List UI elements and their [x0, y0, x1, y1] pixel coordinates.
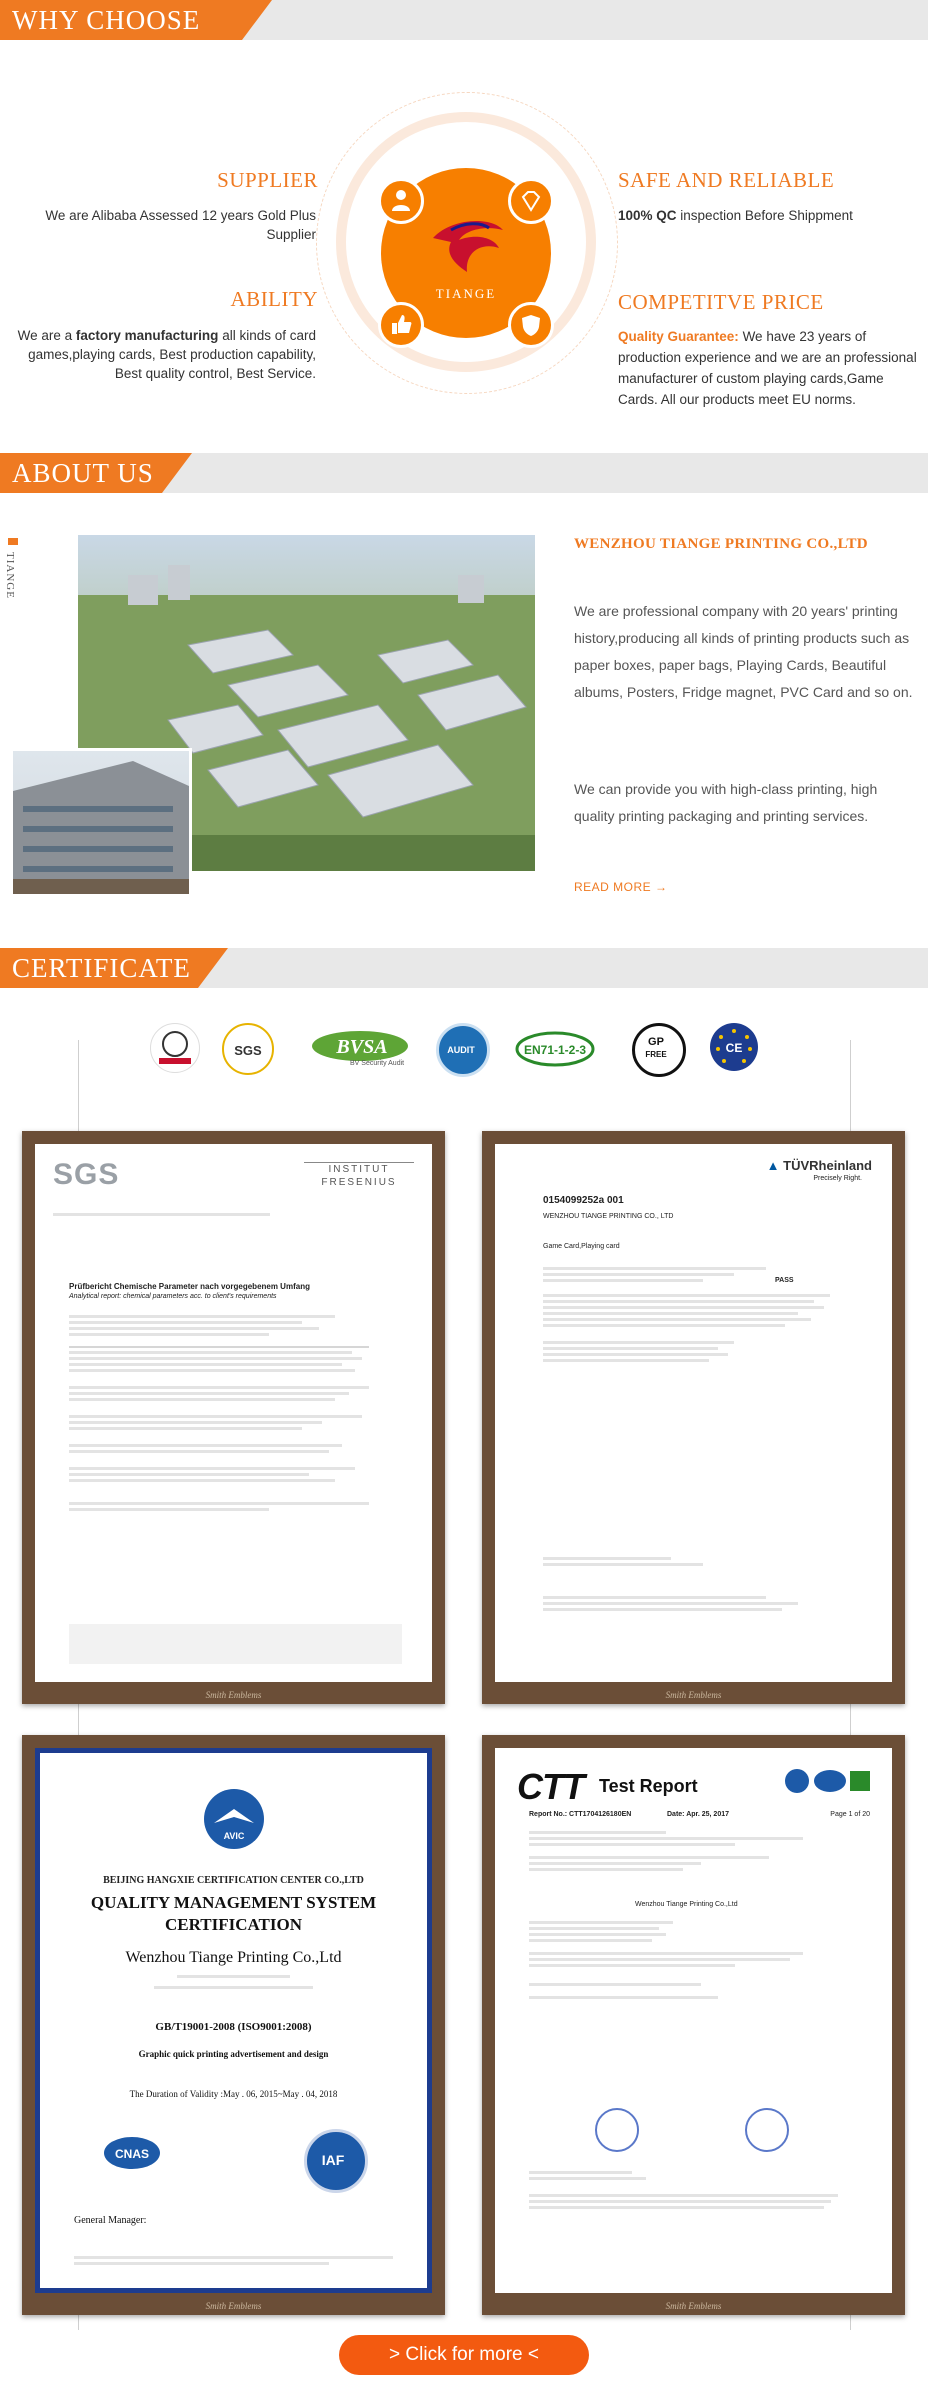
why-choose-title: WHY CHOOSE US? — [0, 0, 242, 40]
ctt-seal-left-icon — [595, 2108, 639, 2152]
fresenius-brand: INSTITUT FRESENIUS — [304, 1162, 414, 1189]
iso-certificate[interactable]: AVIC BEIJING HANGXIE CERTIFICATION CENTER CO.,LTD QUALITY MANAGEMENT SYSTEM CERTIFICATION Wenzhou Tiange Printing Co.,Ltd GB/T19001-2008 (ISO9001:2008) Graphic quick printing advertisement and design The Duration of Validity :May . 06, 2015~May . 04, 2018 CNAS IAF General Manager: Smith Emblems — [22, 1735, 445, 2315]
tuv-report-no: 0154099252a 001 — [543, 1195, 624, 1206]
sgs-logo-icon — [222, 1023, 274, 1075]
iso-validity: The Duration of Validity :May . 06, 2015~May . 04, 2018 — [129, 2089, 338, 2099]
ctt-brand: CTT — [517, 1766, 584, 1807]
tuv-certificate[interactable]: ▲ TÜVRheinland Precisely Right. 0154099252a 001 WENZHOU TIANGE PRINTING CO., LTD Game Card,Playing card PASS Smith Emblems — [482, 1131, 905, 1704]
sgs-subheading: Analytical report: chemical parameters acc. to client's requirements — [69, 1293, 277, 1300]
gp-free-logo-icon — [632, 1023, 686, 1077]
ctt-date: Date: Apr. 25, 2017 — [667, 1811, 729, 1818]
iaf-logo-icon — [304, 2129, 368, 2193]
tuv-body-lines — [543, 1264, 862, 1365]
ctt-body-lines — [529, 1828, 872, 1874]
safe-title: SAFE AND RELIABLE — [618, 168, 835, 192]
svg-text:AVIC: AVIC — [223, 1831, 244, 1841]
why-choose-header — [0, 0, 928, 75]
logo-text: TIANGE — [435, 286, 497, 301]
supplier-text: We are Alibaba Assessed 12 years Gold Plus Supplier — [45, 208, 316, 242]
side-marker — [8, 538, 18, 545]
ce-logo-icon — [710, 1023, 758, 1071]
svg-text:FREE: FREE — [645, 1050, 667, 1059]
sgs-heading: Prüfbericht Chemische Parameter nach vorgegebenem Umfang — [69, 1282, 310, 1291]
side-label: TIANGE — [4, 552, 16, 599]
iso-scope: Graphic quick printing advertisement and design — [138, 2049, 329, 2059]
supplier-icon — [378, 178, 424, 224]
tuv-pass: PASS — [775, 1277, 794, 1284]
ctt-title: Test Report — [599, 1776, 698, 1796]
tuv-brand: ▲ TÜVRheinland — [766, 1158, 872, 1173]
ctt-page: Page 1 of 20 — [830, 1811, 870, 1818]
iso-org: BEIJING HANGXIE CERTIFICATION CENTER CO.,LTD — [103, 1875, 364, 1886]
tuv-item: Game Card,Playing card — [543, 1243, 620, 1250]
safe-text: 100% QC inspection Before Shippment — [618, 208, 853, 223]
iso-standard: GB/T19001-2008 (ISO9001:2008) — [155, 2021, 312, 2033]
svg-text:CE: CE — [725, 1041, 743, 1055]
svg-text:CNAS: CNAS — [114, 2147, 150, 2161]
about-header — [0, 453, 928, 493]
click-for-more-button[interactable]: > Click for more < — [339, 2335, 589, 2375]
bureau-veritas-logo-icon — [150, 1023, 200, 1073]
bvsa-logo-icon: BVSA BV Security Audit — [310, 1028, 410, 1068]
ctt-accreditation-icons — [782, 1766, 872, 1796]
svg-text:BVSA: BVSA — [336, 1036, 388, 1058]
avic-logo-icon — [204, 1789, 264, 1849]
ctt-manufacturer: Wenzhou Tiange Printing Co.,Ltd — [635, 1901, 738, 1908]
iso-title-2: CERTIFICATION — [165, 1915, 302, 1934]
about-title: ABOUT US — [0, 453, 162, 493]
ctt-certificate[interactable]: CTT Test Report Report No.: CTT1704126180EN Date: Apr. 25, 2017 Page 1 of 20 Wenzhou Tiange Printing Co.,Ltd Smith Emblems — [482, 1735, 905, 2315]
supplier-title: SUPPLIER — [217, 168, 318, 192]
read-more-link[interactable]: READ MORE → — [574, 880, 668, 894]
svg-text:GP: GP — [648, 1036, 664, 1048]
company-name: WENZHOU TIANGE PRINTING CO.,LTD — [574, 536, 868, 552]
sgs-brand: SGS — [53, 1158, 120, 1191]
sgs-body-lines — [69, 1312, 402, 1514]
ability-text: We are a factory manufacturing all kinds of card games,playing cards, Best production capability, Best quality control, Best Service. — [17, 328, 316, 381]
price-text: Quality Guarantee: We have 23 years of production experience and we are an professional manufacturer of custom playing cards,Game Cards. All our products meet EU norms. — [618, 329, 917, 407]
cnas-logo-icon — [100, 2133, 164, 2183]
thumbs-up-icon — [378, 302, 424, 348]
iso-company: Wenzhou Tiange Printing Co.,Ltd — [125, 1949, 342, 1966]
iso-title-1: QUALITY MANAGEMENT SYSTEM — [90, 1893, 377, 1912]
certificate-title: CERTIFICATE — [0, 948, 198, 988]
tuv-client: WENZHOU TIANGE PRINTING CO., LTD — [543, 1213, 674, 1220]
svg-text:IAF: IAF — [321, 2152, 345, 2168]
certificate-header — [0, 948, 928, 988]
factory-building-image — [10, 748, 192, 897]
ctt-report-no: Report No.: CTT1704126180EN — [529, 1811, 632, 1818]
diamond-icon — [508, 178, 554, 224]
svg-text:SGS: SGS — [234, 1043, 262, 1058]
tuv-tagline: Precisely Right. — [813, 1175, 862, 1182]
ability-title: ABILITY — [230, 287, 318, 311]
en71-logo-icon — [515, 1030, 595, 1068]
svg-text:AUDIT: AUDIT — [447, 1045, 475, 1055]
about-paragraph-1: We are professional company with 20 years' printing history,producing all kinds of printing products such as paper boxes, paper bags, Playing Cards, Beautiful albums, Posters, Fridge magnet, PVC Card and so on. — [574, 603, 913, 700]
audit-logo-icon — [436, 1023, 490, 1077]
svg-text:EN71-1-2-3: EN71-1-2-3 — [523, 1043, 587, 1057]
sgs-certificate[interactable]: SGS INSTITUT FRESENIUS Prüfbericht Chemische Parameter nach vorgegebenem Umfang Analytical report: chemical parameters acc. to client's requirements Smith Emblems — [22, 1131, 445, 1704]
iso-manager: General Manager: — [74, 2215, 147, 2226]
price-title: COMPETITVE PRICE — [618, 290, 824, 314]
about-paragraph-2: We can provide you with high-class printing, high quality printing packaging and printing services. — [574, 781, 878, 824]
ctt-seal-right-icon — [745, 2108, 789, 2152]
shield-icon — [508, 302, 554, 348]
